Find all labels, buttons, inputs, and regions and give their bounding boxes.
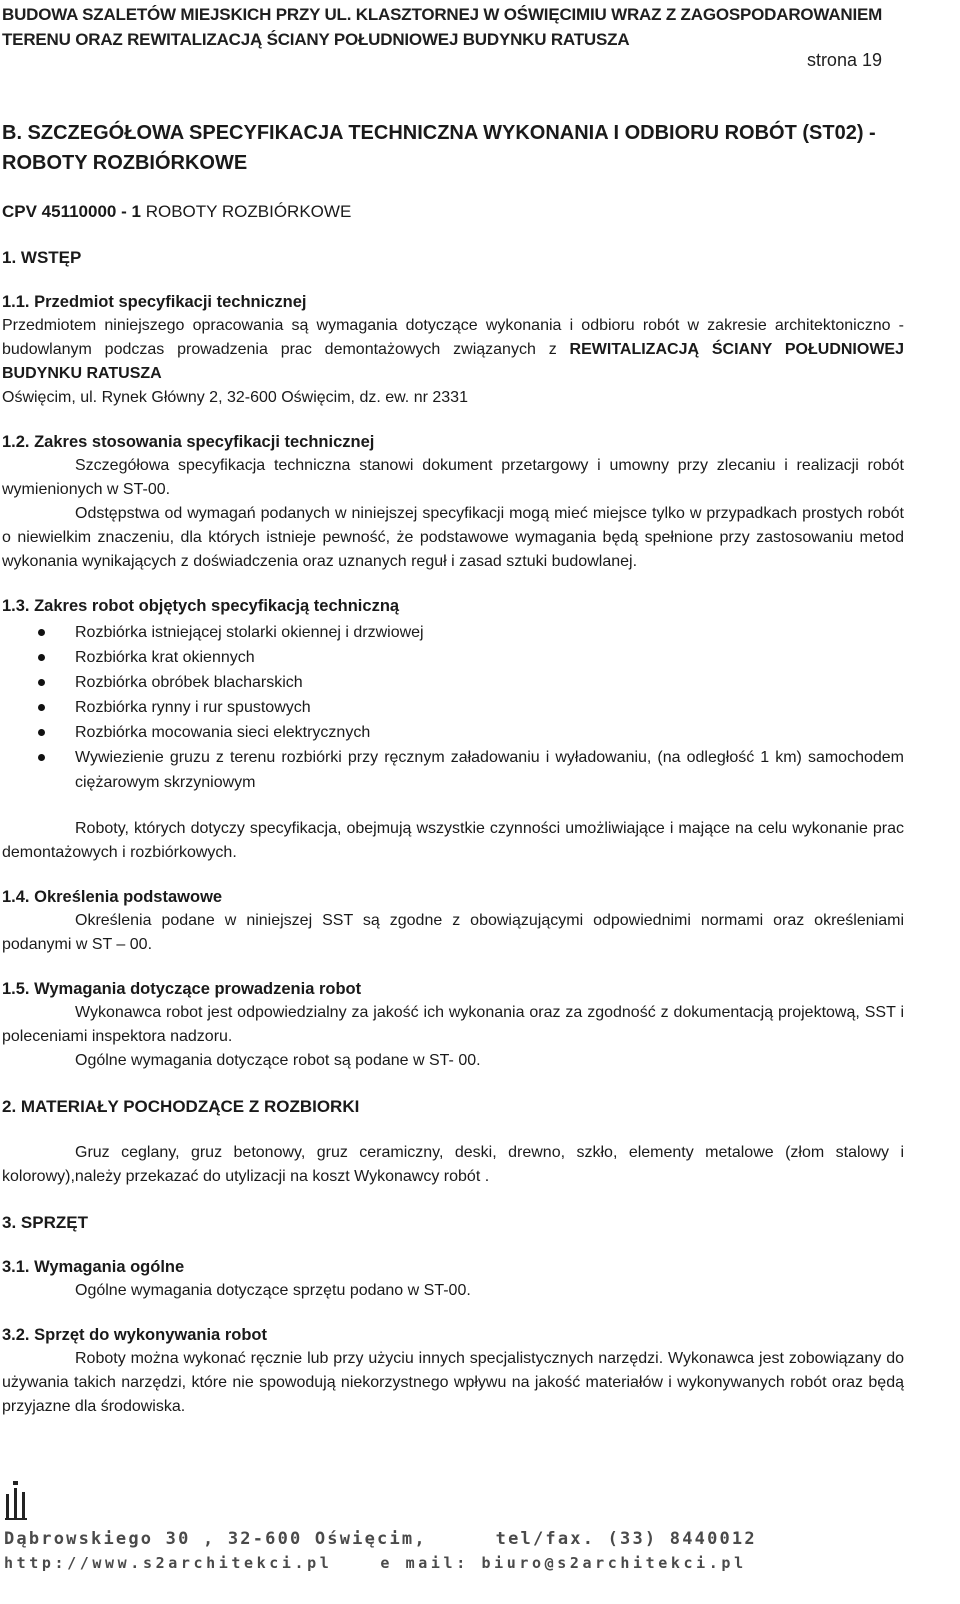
footer-website[interactable]: http://www.s2architekci.pl [4, 1554, 333, 1572]
section-1-3-heading: 1.3. Zakres robot objętych specyfikacją techniczną [2, 597, 400, 615]
footer-address-line [4, 1527, 934, 1551]
list-item: Wywiezienie gruzu z terenu rozbiórki przy ręcznym załadowaniu i wyładowaniu, (na odległość 1 km) samochodem ciężarowym skrzyniowym [2, 745, 904, 795]
cpv-name: ROBOTY ROZBIÓRKOWE [145, 202, 352, 221]
bullet-icon [38, 654, 45, 661]
cpv-line [2, 200, 904, 224]
section-3-1-text: Ogólne wymagania dotyczące sprzętu podano w ST-00. [75, 1282, 471, 1299]
bullet-icon [38, 729, 45, 736]
document-body [2, 118, 904, 1419]
spacer [2, 1119, 904, 1141]
section-1-3-closing: Roboty, których dotyczy specyfikacja, obejmują wszystkie czynności umożliwiające i mające na celu wykonanie prac demontażowych i rozbiórkowych. [2, 820, 904, 861]
section-1-5-paragraph-1: Wykonawca robot jest odpowiedzialny za jakość ich wykonania oraz za zgodność z dokumentacją projektową, SST i poleceniami inspektora nadzoru. [2, 1004, 904, 1045]
company-logo-icon [4, 1480, 30, 1522]
title-line-2: ROBOTY ROZBIÓRKOWE [2, 152, 248, 174]
list-item: Rozbiórka rynny i rur spustowych [2, 695, 904, 720]
section-1-5-heading: 1.5. Wymagania dotyczące prowadzenia robot [2, 980, 362, 998]
section-1-1-address: Oświęcim, ul. Rynek Główny 2, 32-600 Oświęcim, dz. ew. nr 2331 [2, 389, 468, 406]
footer-phone: tel/fax. (33) 8440012 [495, 1529, 757, 1549]
list-item: Rozbiórka istniejącej stolarki okiennej i drzwiowej [2, 620, 904, 645]
section-2-text: Gruz ceglany, gruz betonowy, gruz ceramiczny, deski, drewno, szkło, elementy metalowe (złom stalowy i kolorowy),należy przekazać do utylizacji na koszt Wykonawcy robót . [2, 1144, 904, 1185]
section-1-1-highlight: REWITALIZACJĄ ŚCIANY POŁUDNIOWEJ BUDYNKU RATUSZA [2, 341, 904, 382]
section-3-2-text: Roboty można wykonać ręcznie lub przy użyciu innych specjalistycznych narzędzi. Wykonawca jest zobowiązany do używania takich narzędzi, które nie spowodują niekorzystnego wpływu na jakość materiałów i wykonywanych robót oraz będą przyjazne dla środowiska. [2, 1350, 904, 1415]
title-line-1: B. SZCZEGÓŁOWA SPECYFIKACJA TECHNICZNA WYKONANIA I ODBIORU ROBÓT (ST02) - [2, 122, 876, 144]
section-1-1-text [2, 314, 904, 386]
list-item: Rozbiórka obróbek blacharskich [2, 670, 904, 695]
section-3-heading: 3. SPRZĘT [2, 1213, 88, 1232]
section-1-2-heading: 1.2. Zakres stosowania specyfikacji technicznej [2, 433, 375, 451]
section-1-4-heading: 1.4. Określenia podstawowe [2, 888, 223, 906]
section-1-4-text: Określenia podane w niniejszej SST są zgodne z obowiązującymi odpowiednimi normami oraz określeniami podanymi w ST – 00. [2, 912, 904, 953]
cpv-code: CPV 45110000 - 1 [2, 202, 141, 221]
footer-address: Dąbrowskiego 30 , 32-600 Oświęcim, [4, 1529, 427, 1549]
header-line-1: BUDOWA SZALETÓW MIEJSKICH PRZY UL. KLASZTORNEJ W OŚWIĘCIMIU WRAZ Z ZAGOSPODAROWANIEM [2, 5, 883, 24]
header-line-2: TERENU ORAZ REWITALIZACJĄ ŚCIANY POŁUDNIOWEJ BUDYNKU RATUSZA [2, 30, 630, 49]
page-header [2, 2, 932, 52]
page-footer [0, 1472, 960, 1604]
bullet-icon [38, 754, 45, 761]
section-1-1-heading: 1.1. Przedmiot specyfikacji technicznej [2, 293, 307, 311]
section-3-1-heading: 3.1. Wymagania ogólne [2, 1258, 185, 1276]
section-1-2-paragraph-2: Odstępstwa od wymagań podanych w niniejszej specyfikacji mogą mieć miejsce tylko w przypadkach prostych robót o niewielkim znaczeniu, dla których istnieje pewność, że podstawowe wymagania będą spełnione przy zastosowaniu metod wykonania wynikających z doświadczenia oraz uznanych reguł i zasad sztuki budowlanej. [2, 505, 904, 570]
scope-list [2, 620, 904, 795]
page-number: strona 19 [806, 50, 882, 70]
section-1-heading: 1. WSTĘP [2, 248, 82, 267]
spacer [2, 795, 904, 817]
footer-email[interactable]: e mail: biuro@s2architekci.pl [380, 1554, 747, 1572]
section-2-heading: 2. MATERIAŁY POCHODZĄCE Z ROZBIORKI [2, 1097, 360, 1116]
bullet-icon [38, 629, 45, 636]
bullet-icon [38, 679, 45, 686]
section-1-2-paragraph-1: Szczegółowa specyfikacja techniczna stanowi dokument przetargowy i umowny przy zlecaniu i realizacji robót wymienionych w ST-00. [2, 457, 904, 498]
document-title [2, 118, 904, 178]
bullet-icon [38, 704, 45, 711]
section-1-5-paragraph-2: Ogólne wymagania dotyczące robot są podane w ST- 00. [75, 1052, 481, 1069]
footer-contact-line [4, 1552, 934, 1574]
list-item: Rozbiórka mocowania sieci elektrycznych [2, 720, 904, 745]
list-item: Rozbiórka krat okiennych [2, 645, 904, 670]
section-1-1-text-a: Przedmiotem niniejszego opracowania są wymagania dotyczące wykonania i odbioru robót w zakresie architektoniczno - budowlanym podczas prowadzenia prac demontażowych związanych z [2, 317, 904, 358]
section-3-2-heading: 3.2. Sprzęt do wykonywania robot [2, 1326, 267, 1344]
